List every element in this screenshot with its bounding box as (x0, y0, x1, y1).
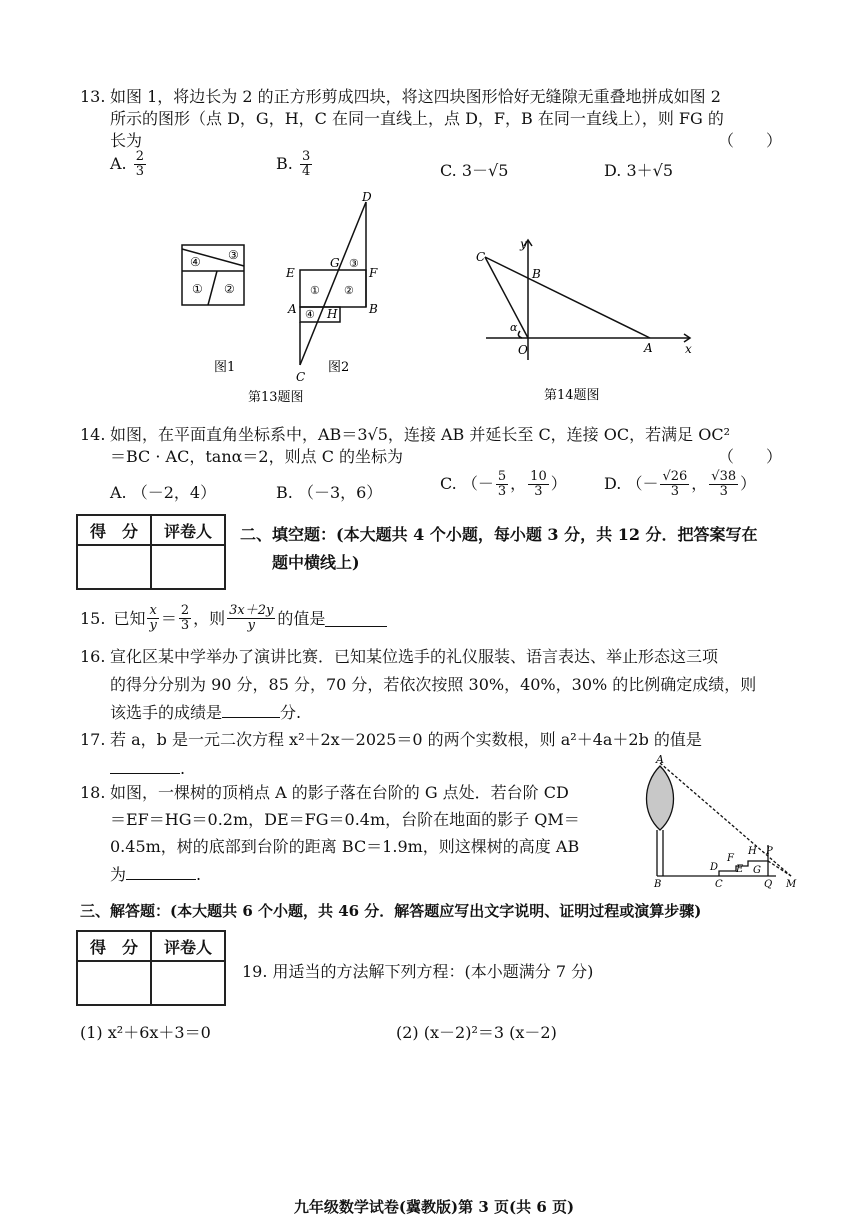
q13-line1: 如图 1，将边长为 2 的正方形剪成四块，将这四块图形恰好无缝隙无重叠地拼成如图 2 (110, 87, 721, 106)
q18-line3: 0.45m，树的底部到台阶的距离 BC＝1.9m，则这棵树的高度 AB (110, 837, 580, 856)
q18-answer-blank[interactable] (126, 863, 196, 880)
page-footer: 九年级数学试卷(冀教版)第 3 页(共 6 页) (293, 1198, 575, 1216)
fig1-piece-3: ③ (228, 248, 239, 262)
fig18-label-h: H (748, 846, 757, 857)
q17-number: 17. (80, 730, 106, 749)
fig2-label-d: D (362, 190, 372, 204)
q13-option-c: C. 3－√5 (440, 161, 509, 180)
q18-number: 18. (80, 783, 106, 802)
fig14-label-b: B (532, 267, 541, 281)
fig2-caption: 图2 (328, 360, 350, 375)
q18-line2: ＝EF＝HG＝0.2m，DE＝FG＝0.4m，台阶在地面的影子 QM＝ (110, 810, 580, 829)
fig2-label-b: B (369, 302, 378, 316)
score-box-section3 (76, 930, 226, 1006)
section2-heading-line2: 题中横线上) (272, 553, 360, 572)
q18-figure (636, 754, 806, 889)
q13-line3: 长为 (110, 131, 143, 150)
q17-answer-blank[interactable] (110, 757, 180, 774)
fig2-label-f: F (369, 266, 378, 280)
q14-option-d: D. （－ $\frac{√26}{3}$ ， $\frac{√38}{3}$ ） (604, 469, 757, 499)
fig18-label-p: P (766, 846, 773, 857)
q16-line2: 的得分分别为 90 分，85 分，70 分，若依次按照 30%，40%，30% 的比例确定成绩，则 (110, 675, 757, 694)
q15: 15. 已知 $\frac{x}{y}$ ＝ $\frac{2}{3}$ ，则 $\frac{3x+2y}{y}$ 的值是 (80, 604, 387, 633)
score-box-section2 (76, 514, 226, 590)
q14-figure (485, 240, 690, 360)
fig2-piece-1: ① (310, 284, 320, 297)
q14-line2: ＝BC · AC，tanα＝2，则点 C 的坐标为 (110, 447, 404, 466)
q13-option-b: B. $\frac{3}{4}$ (276, 149, 311, 179)
fig2-label-e: E (286, 266, 295, 280)
fig18-label-m: M (786, 879, 797, 889)
fig14-label-c: C (476, 250, 486, 264)
score-cell[interactable] (77, 545, 151, 589)
q13-option-d: D. 3＋√5 (604, 161, 673, 180)
q19-title: 19. 用适当的方法解下列方程：(本小题满分 7 分) (242, 962, 594, 981)
score-header: 得 分 (77, 931, 151, 961)
q14-line1: 如图，在平面直角坐标系中，AB＝3√5，连接 AB 并延长至 C，连接 OC，若满足 OC² (110, 425, 730, 444)
q13-number: 13. (80, 87, 106, 106)
fig18-label-g: G (753, 865, 761, 876)
q14-answer-paren: （ ） (718, 447, 783, 466)
q13-line2: 所示的图形（点 D，G，H，C 在同一直线上，点 D，F，B 在同一直线上），则 FG 的 (110, 109, 724, 128)
fig2-piece-4: ④ (305, 308, 315, 321)
grader-cell[interactable] (151, 961, 225, 1005)
fig14-label-o: O (518, 343, 528, 357)
fig14-label-x: x (685, 342, 692, 356)
grader-header: 评卷人 (151, 931, 225, 961)
score-header: 得 分 (77, 515, 151, 545)
fig14-label-a: A (644, 341, 653, 355)
q14-option-a: A. （－2，4） (110, 483, 217, 502)
q13-option-a: A. $\frac{2}{3}$ (110, 149, 145, 179)
fig1-caption: 图1 (214, 360, 236, 375)
fig2-piece-2: ② (344, 284, 354, 297)
grader-cell[interactable] (151, 545, 225, 589)
section3-heading: 三、解答题：(本大题共 6 个小题，共 46 分．解答题应写出文字说明、证明过程或演算步骤) (80, 902, 702, 920)
q13-q14-figures (170, 185, 710, 410)
q17-line2: . (110, 757, 185, 780)
q19-part1: (1) x²＋6x＋3＝0 (80, 1023, 211, 1042)
fig18-label-e: E (736, 864, 744, 875)
fig18-label-c: C (715, 879, 723, 889)
q16-number: 16. (80, 647, 106, 666)
q18-line1: 如图，一棵树的顶梢点 A 的影子落在台阶的 G 点处．若台阶 CD (110, 783, 569, 802)
q14-figure-caption: 第14题图 (544, 388, 600, 403)
q13-answer-paren: （ ） (718, 131, 783, 150)
q14-option-c: C. （－ $\frac{5}{3}$ ， $\frac{10}{3}$ ） (440, 469, 567, 499)
q15-answer-blank[interactable] (325, 610, 387, 627)
score-cell[interactable] (77, 961, 151, 1005)
fig1-piece-2: ② (224, 282, 235, 296)
q14-option-b: B. （－3，6） (276, 483, 383, 502)
q13-figure-caption: 第13题图 (248, 390, 304, 405)
fig18-label-f: F (727, 853, 734, 864)
q16-line3: 该选手的成绩是 分. (110, 703, 302, 722)
q16-line1: 宣化区某中学举办了演讲比赛．已知某位选手的礼仪服装、语言表达、举止形态这三项 (110, 647, 719, 666)
fig2-label-c: C (296, 370, 306, 384)
section2-heading-line1: 二、填空题：(本大题共 4 个小题，每小题 3 分，共 12 分．把答案写在 (240, 525, 758, 544)
fig1-piece-4: ④ (190, 255, 201, 269)
fig18-label-a: A (656, 754, 664, 766)
fig18-label-q: Q (764, 879, 773, 889)
q14-number: 14. (80, 425, 106, 444)
fig14-label-alpha: α (510, 321, 518, 334)
fig2-piece-3: ③ (349, 257, 359, 270)
q18-line4: 为 . (110, 865, 202, 884)
q17-line1: 若 a，b 是一元二次方程 x²＋2x－2025＝0 的两个实数根，则 a²＋4a＋2b 的值是 (110, 730, 702, 749)
q16-answer-blank[interactable] (222, 701, 280, 718)
fig14-label-y: y (520, 237, 527, 251)
grader-header: 评卷人 (151, 515, 225, 545)
fig2-label-g: G (330, 256, 340, 270)
fig18-label-d: D (710, 862, 719, 873)
fig1-piece-1: ① (192, 282, 203, 296)
fig2-label-h: H (327, 307, 338, 321)
fig18-label-b: B (654, 879, 662, 889)
q19-part2: (2) (x－2)²＝3 (x－2) (396, 1023, 557, 1042)
fig2-label-a: A (288, 302, 297, 316)
